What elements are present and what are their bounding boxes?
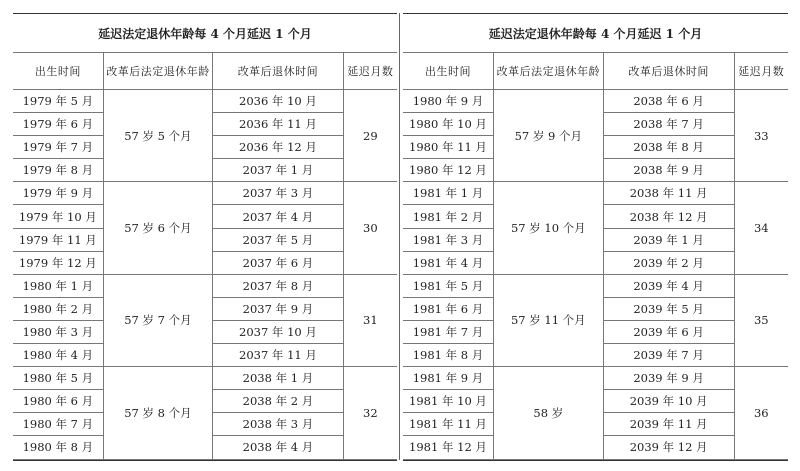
retirement-date-cell: 2038 年 7 月 [603, 113, 734, 136]
right-table-panel [403, 13, 788, 461]
delay-months-cell: 35 [734, 274, 788, 366]
retirement-date-cell: 2037 年 4 月 [213, 205, 344, 228]
retirement-date-cell: 2039 年 11 月 [603, 413, 734, 436]
header-delay-months: 延迟月数 [734, 53, 788, 90]
birth-date-cell: 1981 年 6 月 [403, 297, 493, 320]
retirement-date-cell: 2038 年 3 月 [213, 413, 344, 436]
retirement-date-cell: 2038 年 12 月 [603, 205, 734, 228]
retirement-date-cell: 2039 年 12 月 [603, 436, 734, 459]
header-retirement-date: 改革后退休时间 [603, 53, 734, 90]
birth-date-cell: 1980 年 12 月 [403, 159, 493, 182]
delay-months-cell: 31 [343, 274, 397, 366]
retirement-date-cell: 2037 年 3 月 [213, 182, 344, 205]
retirement-date-cell: 2039 年 2 月 [603, 251, 734, 274]
table-row [13, 274, 397, 297]
header-retirement-date: 改革后退休时间 [213, 53, 344, 90]
birth-date-cell: 1979 年 11 月 [13, 228, 103, 251]
retirement-age-cell: 57 岁 10 个月 [493, 182, 603, 274]
retirement-date-cell: 2038 年 4 月 [213, 436, 344, 459]
birth-date-cell: 1981 年 11 月 [403, 413, 493, 436]
retirement-age-cell: 57 岁 6 个月 [103, 182, 212, 274]
header-birth-date: 出生时间 [13, 53, 103, 90]
retirement-date-cell: 2039 年 1 月 [603, 228, 734, 251]
retirement-date-cell: 2037 年 10 月 [213, 320, 344, 343]
header-retirement-age: 改革后法定退休年龄 [103, 53, 212, 90]
retirement-date-cell: 2038 年 6 月 [603, 90, 734, 113]
birth-date-cell: 1981 年 8 月 [403, 344, 493, 367]
retirement-date-cell: 2039 年 7 月 [603, 344, 734, 367]
birth-date-cell: 1980 年 11 月 [403, 136, 493, 159]
retirement-date-cell: 2038 年 11 月 [603, 182, 734, 205]
birth-date-cell: 1981 年 7 月 [403, 320, 493, 343]
birth-date-cell: 1979 年 8 月 [13, 159, 103, 182]
retirement-date-cell: 2037 年 9 月 [213, 297, 344, 320]
birth-date-cell: 1981 年 1 月 [403, 182, 493, 205]
birth-date-cell: 1980 年 9 月 [403, 90, 493, 113]
table-title: 延迟法定退休年龄每 4 个月延迟 1 个月 [13, 14, 397, 53]
table-row [403, 182, 788, 205]
delay-months-cell: 32 [343, 367, 397, 459]
delay-months-cell: 36 [734, 367, 788, 459]
retirement-age-cell: 57 岁 5 个月 [103, 90, 212, 182]
delay-months-cell: 34 [734, 182, 788, 274]
retirement-date-cell: 2038 年 8 月 [603, 136, 734, 159]
birth-date-cell: 1980 年 6 月 [13, 390, 103, 413]
table-row [13, 90, 397, 113]
right-table [403, 14, 788, 460]
birth-date-cell: 1981 年 10 月 [403, 390, 493, 413]
retirement-date-cell: 2038 年 2 月 [213, 390, 344, 413]
birth-date-cell: 1981 年 9 月 [403, 367, 493, 390]
birth-date-cell: 1979 年 9 月 [13, 182, 103, 205]
birth-date-cell: 1981 年 5 月 [403, 274, 493, 297]
retirement-date-cell: 2039 年 9 月 [603, 367, 734, 390]
birth-date-cell: 1979 年 5 月 [13, 90, 103, 113]
retirement-age-cell: 58 岁 [493, 367, 603, 459]
table-row [403, 90, 788, 113]
left-table [13, 14, 397, 460]
table-title: 延迟法定退休年龄每 4 个月延迟 1 个月 [403, 14, 788, 53]
retirement-age-cell: 57 岁 9 个月 [493, 90, 603, 182]
retirement-age-cell: 57 岁 8 个月 [103, 367, 212, 459]
panel-divider [399, 13, 400, 460]
table-title-row [403, 14, 788, 53]
table-row [13, 182, 397, 205]
table-row [13, 367, 397, 390]
birth-date-cell: 1980 年 8 月 [13, 436, 103, 459]
retirement-age-cell: 57 岁 11 个月 [493, 274, 603, 366]
left-table-panel [13, 13, 397, 461]
retirement-date-cell: 2037 年 5 月 [213, 228, 344, 251]
table-row [403, 274, 788, 297]
birth-date-cell: 1980 年 4 月 [13, 344, 103, 367]
header-row [13, 53, 397, 90]
birth-date-cell: 1980 年 7 月 [13, 413, 103, 436]
birth-date-cell: 1979 年 12 月 [13, 251, 103, 274]
retirement-date-cell: 2036 年 12 月 [213, 136, 344, 159]
delay-months-cell: 30 [343, 182, 397, 274]
delay-months-cell: 33 [734, 90, 788, 182]
retirement-date-cell: 2037 年 11 月 [213, 344, 344, 367]
birth-date-cell: 1980 年 2 月 [13, 297, 103, 320]
header-retirement-age: 改革后法定退休年龄 [493, 53, 603, 90]
birth-date-cell: 1981 年 3 月 [403, 228, 493, 251]
header-row [403, 53, 788, 90]
retirement-date-cell: 2039 年 5 月 [603, 297, 734, 320]
birth-date-cell: 1979 年 7 月 [13, 136, 103, 159]
birth-date-cell: 1980 年 10 月 [403, 113, 493, 136]
retirement-date-cell: 2037 年 1 月 [213, 159, 344, 182]
retirement-date-cell: 2039 年 4 月 [603, 274, 734, 297]
birth-date-cell: 1981 年 12 月 [403, 436, 493, 459]
table-title-row [13, 14, 397, 53]
birth-date-cell: 1980 年 5 月 [13, 367, 103, 390]
retirement-date-cell: 2039 年 10 月 [603, 390, 734, 413]
retirement-date-cell: 2036 年 10 月 [213, 90, 344, 113]
retirement-age-cell: 57 岁 7 个月 [103, 274, 212, 366]
birth-date-cell: 1979 年 10 月 [13, 205, 103, 228]
retirement-date-cell: 2037 年 6 月 [213, 251, 344, 274]
birth-date-cell: 1981 年 2 月 [403, 205, 493, 228]
retirement-date-cell: 2038 年 1 月 [213, 367, 344, 390]
table-row [403, 367, 788, 390]
birth-date-cell: 1980 年 3 月 [13, 320, 103, 343]
delay-months-cell: 29 [343, 90, 397, 182]
retirement-date-cell: 2036 年 11 月 [213, 113, 344, 136]
header-delay-months: 延迟月数 [343, 53, 397, 90]
birth-date-cell: 1979 年 6 月 [13, 113, 103, 136]
birth-date-cell: 1980 年 1 月 [13, 274, 103, 297]
retirement-date-cell: 2037 年 8 月 [213, 274, 344, 297]
header-birth-date: 出生时间 [403, 53, 493, 90]
retirement-date-cell: 2039 年 6 月 [603, 320, 734, 343]
birth-date-cell: 1981 年 4 月 [403, 251, 493, 274]
retirement-date-cell: 2038 年 9 月 [603, 159, 734, 182]
